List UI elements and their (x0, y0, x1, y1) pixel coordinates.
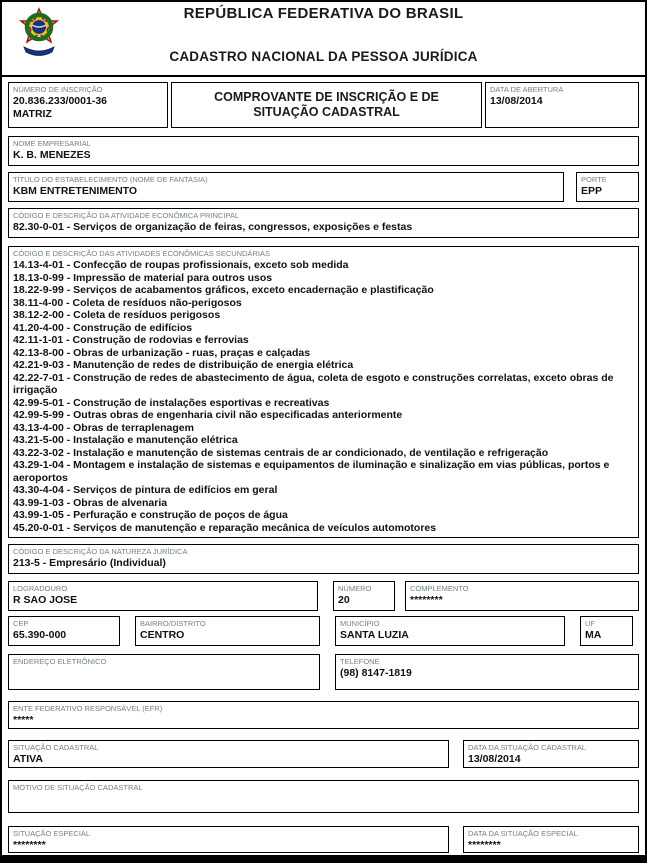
field-bairro (135, 616, 320, 646)
field-label: TÍTULO DO ESTABELECIMENTO (NOME DE FANTASIA) (13, 175, 208, 184)
field-label: DATA DA SITUAÇÃO CADASTRAL (468, 743, 587, 752)
street-name: R SAO JOSE (13, 594, 78, 606)
field-municipio (335, 616, 565, 646)
secondary-activity-item: 43.29-1-04 - Montagem e instalação de sistemas e equipamentos de iluminação e sinalização em vias públicas, portos e aeroportos (13, 459, 610, 484)
city-row (8, 616, 639, 646)
secondary-activity-item: 14.13-4-01 - Confecção de roupas profissionais, exceto sob medida (13, 259, 349, 271)
field-label: CÓDIGO E DESCRIÇÃO DA ATIVIDADE ECONÔMICA PRINCIPAL (13, 211, 240, 220)
field-label: NÚMERO (338, 584, 372, 593)
field-porte (576, 172, 639, 202)
field-data-abertura (485, 82, 639, 128)
field-uf (580, 616, 633, 646)
field-nome-empresarial (8, 136, 639, 166)
special-status-date: ******** (468, 839, 501, 851)
field-label: SITUAÇÃO ESPECIAL (13, 829, 91, 838)
field-atividades-secundarias (8, 246, 639, 538)
special-status: ******** (13, 839, 46, 851)
postal-code: 65.390-000 (13, 629, 67, 641)
field-cep (8, 616, 120, 646)
field-situacao-especial (8, 826, 449, 853)
document-title: COMPROVANTE DE INSCRIÇÃO E DE SITUAÇÃO CADASTRAL (214, 90, 439, 119)
status-reason-row (8, 780, 639, 813)
field-numero-inscricao (8, 82, 168, 128)
field-label: DATA DE ABERTURA (490, 85, 564, 94)
phone-number: (98) 8147-1819 (340, 667, 412, 679)
document-header (2, 2, 645, 77)
efr-value: ***** (13, 714, 34, 726)
field-label: MUNICÍPIO (340, 619, 380, 628)
field-label: ENDEREÇO ELETRÔNICO (13, 657, 107, 666)
field-label: CÓDIGO E DESCRIÇÃO DAS ATIVIDADES ECONÔMICAS SECUNDÁRIAS (13, 249, 270, 258)
field-data-situacao (463, 740, 639, 768)
field-label: MOTIVO DE SITUAÇÃO CADASTRAL (13, 783, 143, 792)
field-telefone (335, 654, 639, 690)
field-natureza-juridica (8, 544, 639, 574)
brazil-coat-of-arms-icon (18, 7, 60, 64)
secondary-activity-item: 42.22-7-01 - Construção de redes de abastecimento de água, coleta de esgoto e construções correlatas, exceto obras de irrigação (13, 371, 614, 396)
field-label: CÓDIGO E DESCRIÇÃO DA NATUREZA JURÍDICA (13, 547, 188, 556)
registration-status: ATIVA (13, 753, 43, 765)
district: CENTRO (140, 629, 185, 641)
municipality: SANTA LUZIA (340, 629, 409, 641)
secondary-activity-item: 43.99-1-03 - Obras de alvenaria (13, 496, 168, 509)
branch-type: MATRIZ (13, 107, 52, 120)
company-size: EPP (581, 185, 603, 197)
field-label: ENTE FEDERATIVO RESPONSÁVEL (EFR) (13, 704, 163, 713)
secondary-activity-item: 43.13-4-00 - Obras de terraplenagem (13, 421, 194, 434)
cnpj-title: CADASTRO NACIONAL DA PESSOA JURÍDICA (169, 49, 478, 64)
field-atividade-principal (8, 208, 639, 238)
company-name-row (8, 136, 639, 166)
secondary-activity-item: 42.99-5-99 - Outras obras de engenharia civil não especificadas anteriormente (13, 409, 403, 421)
secondary-activity-item: 43.21-5-00 - Instalação e manutenção elétrica (13, 434, 238, 446)
field-logradouro (8, 581, 318, 611)
inscription-row (8, 82, 639, 128)
secondary-activity-item: 38.11-4-00 - Coleta de resíduos não-perigosos (13, 296, 242, 309)
secondary-activity-item: 42.99-5-01 - Construção de instalações esportivas e recreativas (13, 396, 330, 409)
fantasy-name: KBM ENTRETENIMENTO (13, 185, 138, 197)
field-label: DATA DA SITUAÇÃO ESPECIAL (468, 829, 578, 838)
field-numero (333, 581, 395, 611)
state: MA (585, 629, 602, 641)
field-label: PORTE (581, 175, 607, 184)
legal-nature-row (8, 544, 639, 574)
fantasy-name-row (8, 172, 639, 202)
secondary-activity-item: 43.99-1-05 - Perfuração e construção de poços de água (13, 509, 288, 521)
field-motivo-situacao (8, 780, 639, 813)
document-title-box (171, 82, 482, 128)
page-bottom-divider (2, 855, 645, 861)
company-name: K. B. MENEZES (13, 149, 91, 161)
field-label: TELEFONE (340, 657, 380, 666)
document-body (2, 77, 645, 853)
field-label: NOME EMPRESARIAL (13, 139, 91, 148)
field-label: COMPLEMENTO (410, 584, 469, 593)
secondary-activity-item: 43.22-3-02 - Instalação e manutenção de sistemas centrais de ar condicionado, de ventilação e refrigeração (13, 446, 549, 459)
street-number: 20 (338, 594, 350, 606)
secondary-activity-item: 43.30-4-04 - Serviços de pintura de edifícios em geral (13, 484, 278, 496)
secondary-activity-item: 38.12-2-00 - Coleta de resíduos perigosos (13, 309, 221, 321)
address-complement: ******** (410, 594, 443, 606)
opening-date: 13/08/2014 (490, 95, 543, 107)
legal-nature: 213-5 - Empresário (Individual) (13, 557, 166, 569)
field-email (8, 654, 320, 690)
field-nome-fantasia (8, 172, 564, 202)
primary-activity-row (8, 208, 639, 238)
field-label: UF (585, 619, 595, 628)
secondary-activity-item: 45.20-0-01 - Serviços de manutenção e reparação mecânica de veículos automotores (13, 521, 437, 534)
secondary-activity-item: 42.21-9-03 - Manutenção de redes de distribuição de energia elétrica (13, 359, 354, 371)
contact-row (8, 654, 639, 690)
secondary-activity-item: 41.20-4-00 - Construção de edifícios (13, 321, 193, 334)
field-label: LOGRADOURO (13, 584, 68, 593)
secondary-activity-item: 18.22-9-99 - Serviços de acabamentos gráficos, exceto encadernação e plastificação (13, 284, 434, 296)
field-label: SITUAÇÃO CADASTRAL (13, 743, 99, 752)
field-label: NÚMERO DE INSCRIÇÃO (13, 85, 103, 94)
secondary-activities-list (13, 259, 634, 534)
field-label: CEP (13, 619, 29, 628)
field-complemento (405, 581, 639, 611)
secondary-activity-item: 18.13-0-99 - Impressão de material para outros usos (13, 271, 273, 284)
secondary-activity-item: 42.11-1-01 - Construção de rodovias e ferrovias (13, 334, 249, 346)
special-status-row (8, 826, 639, 853)
field-efr (8, 701, 639, 729)
field-data-situacao-especial (463, 826, 639, 853)
field-situacao-cadastral (8, 740, 449, 768)
street-row (8, 581, 639, 611)
republic-title: REPÚBLICA FEDERATIVA DO BRASIL (183, 5, 464, 22)
inscription-number: 20.836.233/0001-36 (13, 95, 108, 107)
status-date: 13/08/2014 (468, 753, 521, 765)
status-row (8, 740, 639, 768)
secondary-activity-item: 42.13-8-00 - Obras de urbanização - ruas, praças e calçadas (13, 346, 311, 359)
secondary-activities-row (8, 246, 639, 538)
efr-row (8, 701, 639, 729)
field-label: BAIRRO/DISTRITO (140, 619, 206, 628)
primary-activity: 82.30-0-01 - Serviços de organização de feiras, congressos, exposições e festas (13, 221, 413, 233)
